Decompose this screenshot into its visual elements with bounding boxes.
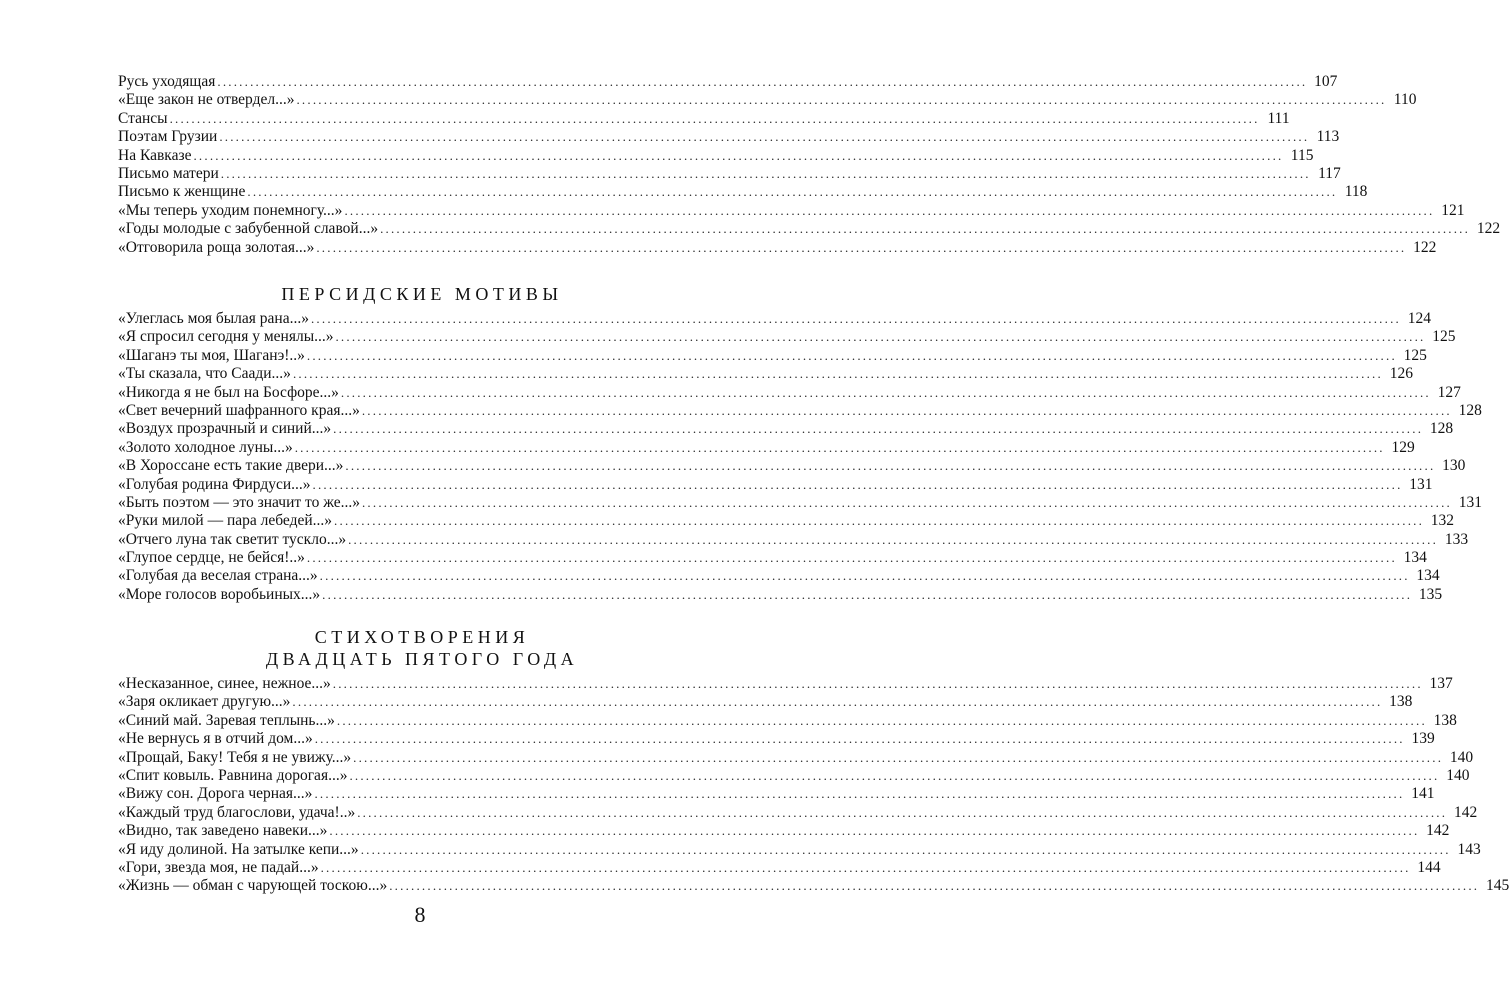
toc-entry-title: «Заря окликает другую...» bbox=[118, 693, 291, 711]
toc-entry bbox=[118, 109, 1290, 128]
toc-entry bbox=[118, 183, 1368, 201]
toc-entry bbox=[118, 457, 1466, 475]
toc-leader-dots: ........................................................................................................................................................................................................ bbox=[322, 586, 1413, 602]
toc-entry bbox=[118, 567, 1440, 585]
toc-leader-dots: ........................................................................................................................................................................................................ bbox=[292, 694, 1383, 710]
toc-entry bbox=[118, 383, 1461, 402]
toc-entry bbox=[118, 128, 1340, 146]
toc-entry bbox=[118, 220, 1501, 238]
toc-entry-page: 127 bbox=[1437, 383, 1461, 401]
toc-entry-page: 122 bbox=[1413, 238, 1437, 256]
section-heading-poems-1925-line1: СТИХОТВОРЕНИЯ bbox=[314, 627, 530, 647]
toc-entry-title: «Еще закон не отвердел...» bbox=[118, 91, 295, 109]
toc-entry-page: 137 bbox=[1429, 675, 1453, 692]
toc-entry-page: 124 bbox=[1407, 310, 1431, 327]
toc-entry-title: «Видно, так заведено навеки...» bbox=[118, 822, 328, 840]
toc-entry bbox=[118, 365, 1413, 383]
section-heading-poems-1925-line2: ДВАДЦАТЬ ПЯТОГО ГОДА bbox=[265, 649, 579, 669]
toc-entry bbox=[118, 858, 1441, 877]
toc-entry-title: «Улеглась моя былая рана...» bbox=[118, 310, 309, 327]
toc-leader-dots: ........................................................................................................................................................................................................ bbox=[312, 476, 1403, 492]
toc-entry-title: «Мы теперь уходим понемногу...» bbox=[118, 201, 343, 219]
toc-entry-page: 139 bbox=[1411, 730, 1435, 748]
toc-leader-dots: ........................................................................................................................................................................................................ bbox=[357, 804, 1448, 820]
toc-leader-dots: ........................................................................................................................................................................................................ bbox=[306, 550, 1397, 566]
toc-entry-title: «Прощай, Баку! Тебя я не увижу...» bbox=[118, 748, 352, 766]
toc-leader-dots: ........................................................................................................................................................................................................ bbox=[335, 329, 1426, 345]
toc-leader-dots: ........................................................................................................................................................................................................ bbox=[294, 439, 1385, 455]
toc-leader-dots: ........................................................................................................................................................................................................ bbox=[314, 731, 1405, 747]
toc-entry bbox=[118, 238, 1437, 257]
toc-entry-page: 130 bbox=[1442, 457, 1466, 475]
toc-entry-title: «Отговорила роща золотая...» bbox=[118, 238, 315, 256]
toc-entry bbox=[118, 146, 1314, 165]
toc-entry-title: «Голубая да веселая страна...» bbox=[118, 567, 318, 585]
toc-entry bbox=[118, 693, 1413, 711]
toc-entry-page: 121 bbox=[1441, 201, 1465, 219]
toc-entry-title: Русь уходящая bbox=[118, 73, 216, 90]
toc-entry bbox=[118, 785, 1435, 803]
toc-entry-title: «Быть поэтом — это значит то же...» bbox=[118, 493, 360, 511]
toc-leader-dots: ........................................................................................................................................................................................................ bbox=[193, 147, 1284, 163]
toc-entry-page: 143 bbox=[1457, 840, 1481, 858]
toc-leader-dots: ........................................................................................................................................................................................................ bbox=[310, 311, 1401, 326]
toc-entry bbox=[118, 493, 1482, 512]
toc-entry bbox=[118, 201, 1465, 220]
toc-entry-title: «Море голосов воробьиных...» bbox=[118, 585, 321, 603]
toc-entry-title: Письмо к женщине bbox=[118, 183, 246, 201]
toc-entry-page: 132 bbox=[1430, 512, 1455, 530]
toc-leader-dots: ........................................................................................................................................................................................................ bbox=[169, 110, 1260, 126]
toc-entry-title: «Я спросил сегодня у менялы...» bbox=[118, 328, 334, 346]
toc-entry-page: 142 bbox=[1453, 803, 1478, 821]
toc-entry-page: 113 bbox=[1316, 128, 1340, 146]
toc-entry-title: «Я иду долиной. На затылке кепи...» bbox=[118, 840, 359, 858]
toc-entry-page: 110 bbox=[1393, 91, 1417, 109]
toc-entry-title: Поэтам Грузии bbox=[118, 128, 218, 146]
toc-entry bbox=[118, 512, 1455, 530]
toc-entry bbox=[118, 475, 1433, 494]
toc-entry-title: «Несказанное, синее, нежное...» bbox=[118, 675, 331, 692]
toc-entry-page: 129 bbox=[1391, 438, 1415, 456]
toc-entry-title: «Годы молодые с забубенной славой...» bbox=[118, 220, 379, 238]
toc-list-block1 bbox=[118, 73, 1501, 257]
toc-entry-title: «Никогда я не был на Босфоре...» bbox=[118, 383, 339, 401]
toc-entry-page: 145 bbox=[1485, 877, 1509, 895]
toc-entry-title: «Воздух прозрачный и синий...» bbox=[118, 420, 332, 438]
toc-list-poems-1925 bbox=[118, 675, 1509, 896]
toc-entry-page: 134 bbox=[1403, 549, 1427, 567]
toc-leader-dots: ........................................................................................................................................................................................................ bbox=[344, 202, 1435, 218]
toc-leader-dots: ........................................................................................................................................................................................................ bbox=[340, 384, 1431, 400]
toc-entry bbox=[118, 877, 1509, 895]
toc-leader-dots: ........................................................................................................................................................................................................ bbox=[361, 402, 1452, 418]
toc-entry-title: «Отчего луна так светит тускло...» bbox=[118, 530, 347, 548]
toc-entry-page: 144 bbox=[1417, 858, 1441, 876]
toc-entry-page: 118 bbox=[1344, 183, 1368, 201]
toc-entry bbox=[118, 803, 1478, 822]
toc-entry-title: «Свет вечерний шафранного края...» bbox=[118, 401, 360, 419]
toc-entry-title: «В Хороссане есть такие двери...» bbox=[118, 457, 344, 475]
toc-leader-dots: ........................................................................................................................................................................................................ bbox=[220, 165, 1311, 181]
toc-entry-title: Письмо матери bbox=[118, 164, 219, 182]
toc-entry-title: Стансы bbox=[118, 109, 168, 127]
toc-list-persian-motifs bbox=[118, 310, 1482, 604]
toc-entry-page: 138 bbox=[1433, 711, 1457, 729]
toc-entry bbox=[118, 73, 1338, 91]
toc-entry-page: 134 bbox=[1416, 567, 1440, 585]
toc-entry-page: 111 bbox=[1267, 109, 1290, 127]
toc-leader-dots: ........................................................................................................................................................................................................ bbox=[380, 221, 1471, 237]
toc-entry-page: 131 bbox=[1458, 493, 1482, 511]
toc-entry-title: «Вижу сон. Дорога черная...» bbox=[118, 785, 313, 803]
toc-entry-page: 140 bbox=[1449, 748, 1474, 766]
toc-entry-page: 107 bbox=[1314, 73, 1338, 90]
toc-entry-page: 140 bbox=[1446, 766, 1470, 784]
toc-leader-dots: ........................................................................................................................................................................................................ bbox=[348, 531, 1439, 547]
toc-entry-page: 125 bbox=[1432, 328, 1456, 346]
toc-leader-dots: ........................................................................................................................................................................................................ bbox=[353, 749, 1444, 765]
toc-entry-title: «Голубая родина Фирдуси...» bbox=[118, 475, 311, 493]
toc-entry-title: «Глупое сердце, не бейся!..» bbox=[118, 549, 305, 567]
toc-entry-page: 133 bbox=[1444, 530, 1469, 548]
toc-leader-dots: ........................................................................................................................................................................................................ bbox=[389, 878, 1480, 894]
toc-entry bbox=[118, 530, 1469, 549]
toc-leader-dots: ........................................................................................................................................................................................................ bbox=[219, 129, 1310, 145]
toc-entry bbox=[118, 438, 1415, 457]
toc-entry-page: 128 bbox=[1458, 401, 1482, 419]
toc-leader-dots: ........................................................................................................................................................................................................ bbox=[319, 568, 1410, 584]
toc-entry-title: «Жизнь — обман с чарующей тоскою...» bbox=[118, 877, 388, 895]
toc-leader-dots: ........................................................................................................................................................................................................ bbox=[349, 767, 1440, 783]
toc-leader-dots: ........................................................................................................................................................................................................ bbox=[316, 239, 1407, 255]
toc-entry-page: 125 bbox=[1403, 346, 1427, 364]
toc-entry-title: «Золото холодное луны...» bbox=[118, 438, 293, 456]
toc-entry-title: «Шаганэ ты моя, Шаганэ!..» bbox=[118, 346, 305, 364]
toc-leader-dots: ........................................................................................................................................................................................................ bbox=[360, 841, 1451, 857]
toc-leader-dots: ........................................................................................................................................................................................................ bbox=[320, 859, 1411, 875]
toc-leader-dots: ........................................................................................................................................................................................................ bbox=[314, 786, 1405, 802]
toc-entry bbox=[118, 766, 1470, 785]
toc-entry bbox=[118, 164, 1341, 183]
toc-entry bbox=[118, 585, 1443, 604]
toc-entry bbox=[118, 310, 1431, 328]
toc-leader-dots: ........................................................................................................................................................................................................ bbox=[332, 676, 1423, 691]
toc-leader-dots: ........................................................................................................................................................................................................ bbox=[292, 366, 1383, 382]
toc-entry-title: На Кавказе bbox=[118, 146, 192, 164]
toc-entry bbox=[118, 730, 1435, 748]
toc-entry-title: «Каждый труд благослови, удача!..» bbox=[118, 803, 356, 821]
toc-entry bbox=[118, 420, 1454, 438]
toc-entry-title: «Ты сказала, что Саади...» bbox=[118, 365, 291, 383]
toc-leader-dots: ........................................................................................................................................................................................................ bbox=[306, 347, 1397, 363]
toc-leader-dots: ........................................................................................................................................................................................................ bbox=[333, 421, 1424, 437]
toc-entry-page: 135 bbox=[1418, 585, 1443, 603]
toc-entry-title: «Спит ковыль. Равнина дорогая...» bbox=[118, 766, 348, 784]
toc-entry-title: «Руки милой — пара лебедей...» bbox=[118, 512, 333, 530]
toc-entry-page: 141 bbox=[1411, 785, 1435, 803]
toc-entry-title: «Синий май. Заревая теплынь...» bbox=[118, 711, 335, 729]
toc-entry bbox=[118, 711, 1457, 730]
toc-entry bbox=[118, 346, 1427, 365]
toc-leader-dots: ........................................................................................................................................................................................................ bbox=[296, 92, 1387, 108]
toc-leader-dots: ........................................................................................................................................................................................................ bbox=[217, 74, 1308, 89]
toc-leader-dots: ........................................................................................................................................................................................................ bbox=[345, 458, 1436, 474]
toc-entry-title: «Не вернусь я в отчий дом...» bbox=[118, 730, 313, 748]
page-number: 8 bbox=[414, 902, 426, 927]
toc-entry-page: 138 bbox=[1389, 693, 1413, 711]
toc-leader-dots: ........................................................................................................................................................................................................ bbox=[329, 823, 1420, 839]
section-heading-persian-motifs: ПЕРСИДСКИЕ МОТИВЫ bbox=[281, 284, 563, 304]
toc-entry bbox=[118, 840, 1481, 859]
toc-entry-page: 117 bbox=[1318, 164, 1341, 182]
toc-leader-dots: ........................................................................................................................................................................................................ bbox=[361, 494, 1452, 510]
toc-entry-page: 131 bbox=[1409, 475, 1433, 493]
toc-entry-page: 126 bbox=[1389, 365, 1413, 383]
toc-entry bbox=[118, 748, 1474, 767]
toc-entry bbox=[118, 401, 1482, 420]
toc-entry-page: 115 bbox=[1290, 146, 1314, 164]
toc-entry bbox=[118, 549, 1427, 567]
toc-entry-page: 122 bbox=[1476, 220, 1501, 238]
toc-entry bbox=[118, 675, 1453, 693]
toc-entry-page: 128 bbox=[1429, 420, 1454, 438]
toc-entry bbox=[118, 91, 1417, 109]
toc-entry-title: «Гори, звезда моя, не падай...» bbox=[118, 858, 319, 876]
toc-leader-dots: ........................................................................................................................................................................................................ bbox=[336, 712, 1427, 728]
toc-entry-page: 142 bbox=[1426, 822, 1450, 840]
toc-entry bbox=[118, 328, 1456, 346]
toc-entry bbox=[118, 822, 1450, 840]
toc-leader-dots: ........................................................................................................................................................................................................ bbox=[247, 184, 1338, 200]
toc-leader-dots: ........................................................................................................................................................................................................ bbox=[334, 513, 1425, 529]
